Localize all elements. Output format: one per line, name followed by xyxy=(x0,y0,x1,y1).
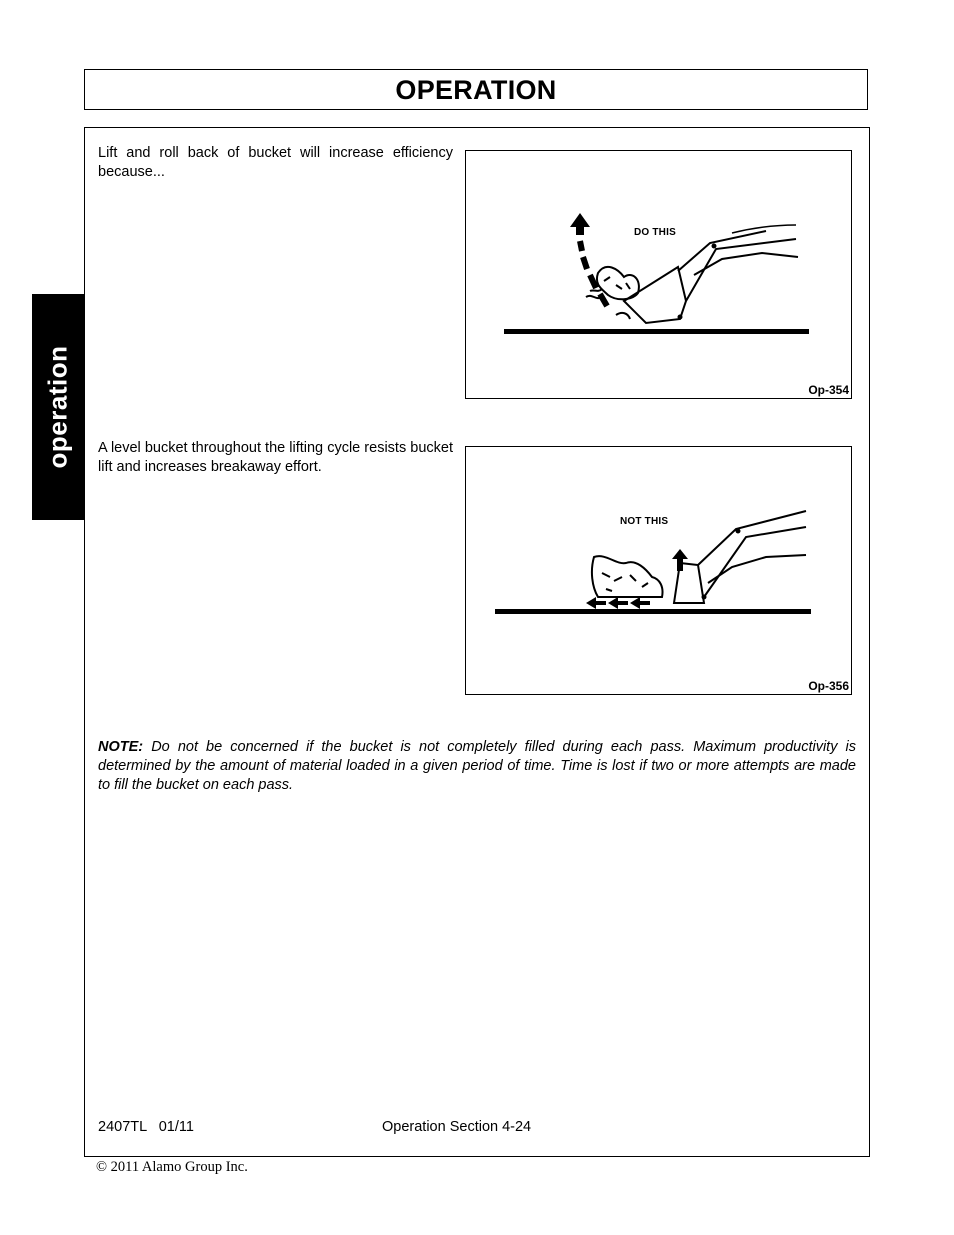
footer-model-date: 2407TL 01/11 xyxy=(98,1119,194,1135)
page-header xyxy=(84,69,868,110)
figure-caption: DO THIS xyxy=(634,227,676,238)
side-tab-label: operation xyxy=(42,345,73,469)
figure-label: Op-356 xyxy=(808,679,849,693)
loader-not-this-illustration xyxy=(466,447,851,694)
footer-section: Operation Section 4-24 xyxy=(382,1119,532,1135)
figure-label: Op-354 xyxy=(808,383,849,397)
figure-op-356 xyxy=(465,446,852,695)
figure-caption: NOT THIS xyxy=(620,516,669,527)
page-title: OPERATION xyxy=(395,75,557,105)
section-1-text: Lift and roll back of bucket will increase efficiency because... xyxy=(98,145,453,180)
section-side-tab xyxy=(32,294,84,520)
loader-do-this-illustration xyxy=(466,151,851,398)
figure-op-354 xyxy=(465,150,852,399)
copyright-notice: © 2011 Alamo Group Inc. xyxy=(96,1159,248,1175)
note-label: NOTE: xyxy=(98,739,144,755)
note-paragraph xyxy=(98,738,856,795)
section-2-text: A level bucket throughout the lifting cycle resists bucket lift and increases breakaway effort. xyxy=(98,440,453,475)
note-text: Do not be concerned if the bucket is not completely filled during each pass. Maximum productivity is determined by the amount of material loaded in a given period of time. Time is lost if two or more attempts are made to fill the bucket on each pass. xyxy=(98,739,856,793)
